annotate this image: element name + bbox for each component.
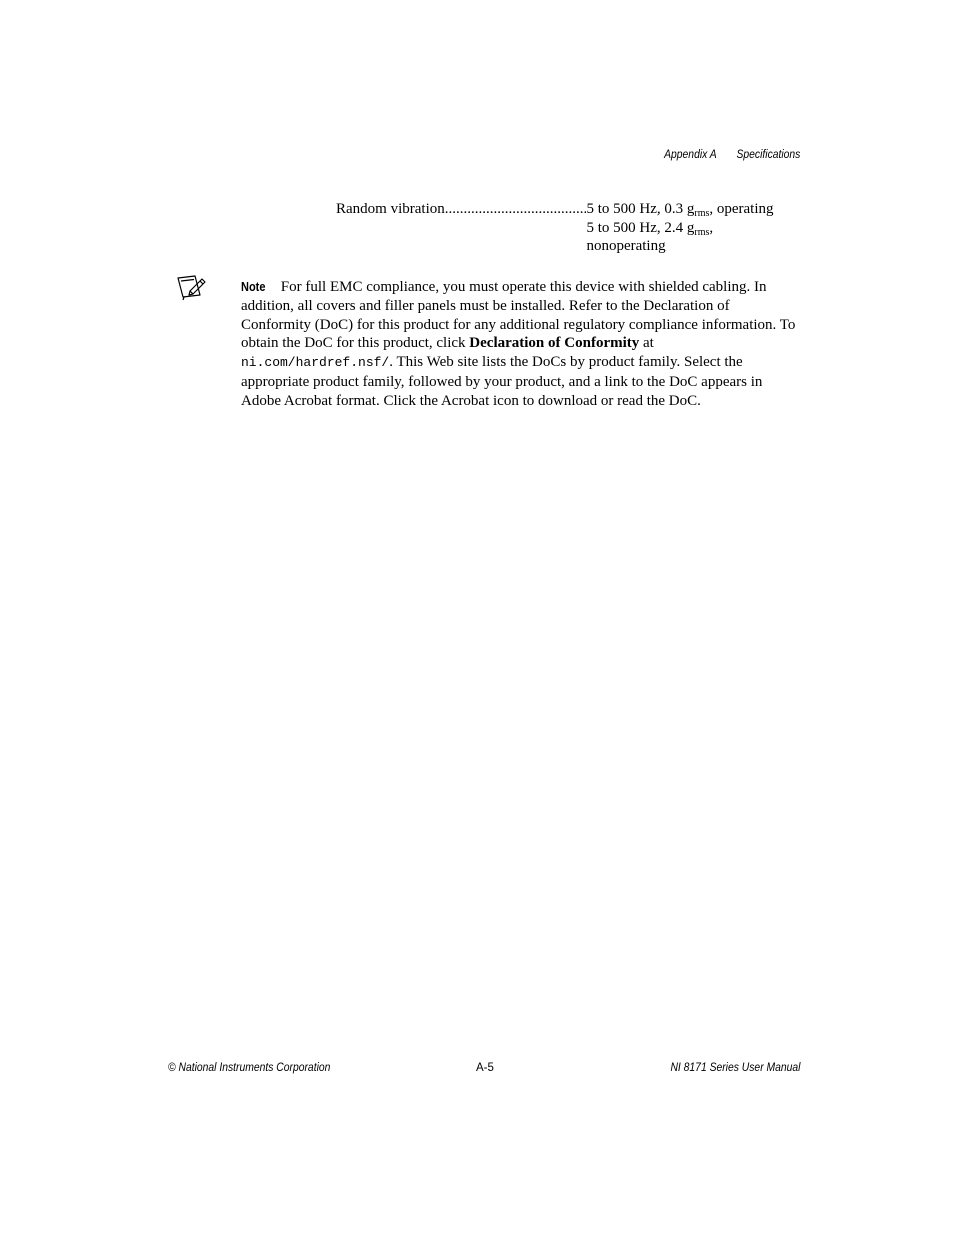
spec-row-random-vibration xyxy=(336,200,796,256)
spec-label: Random vibration xyxy=(336,201,445,217)
note-text-1: For full EMC compliance, you must operate this device with shielded cabling. In addition, all covers and filler panels must be installed. Refer to the Declaration of Conformity (DoC) for this product for any additional regulatory compliance information. To obtain the DoC for this product, click xyxy=(241,279,796,352)
note-text-2: at xyxy=(639,335,654,352)
spec-table xyxy=(336,200,796,256)
spec-values xyxy=(586,200,796,256)
spec-value-nonoperating: 5 to 500 Hz, 2.4 $g_{rms}$, xyxy=(586,219,714,238)
footer-page-number: A-5 xyxy=(476,1062,494,1074)
footer-manual-title: NI 8171 Series User Manual xyxy=(669,1062,800,1074)
note-paragraph xyxy=(241,278,801,411)
note-label: Note xyxy=(241,280,266,294)
leader-dots xyxy=(445,200,587,256)
note-bold-doc-link: Declaration of Conformity xyxy=(469,335,640,352)
note-url: ni.com/hardref.nsf/ xyxy=(241,355,390,371)
header-title: Specifications xyxy=(736,149,800,161)
note-text-3: . This Web site lists the DoCs by product family. Select the appropriate product family, followed by your product, and a link to the DoC appears in Adobe Acrobat format. Click the Acrobat icon to download or read the DoC. xyxy=(241,354,763,409)
spec-value-nonoperating-label: nonoperating xyxy=(586,238,666,254)
page-header xyxy=(664,149,800,161)
note-pencil-icon xyxy=(176,273,206,301)
spec-value-operating: 5 to 500 Hz, 0.3 $g_{rms}$, operating xyxy=(586,201,774,219)
header-section: Appendix A xyxy=(663,149,717,161)
footer-copyright: © National Instruments Corporation xyxy=(168,1062,331,1074)
spec-label-cell xyxy=(336,200,586,256)
